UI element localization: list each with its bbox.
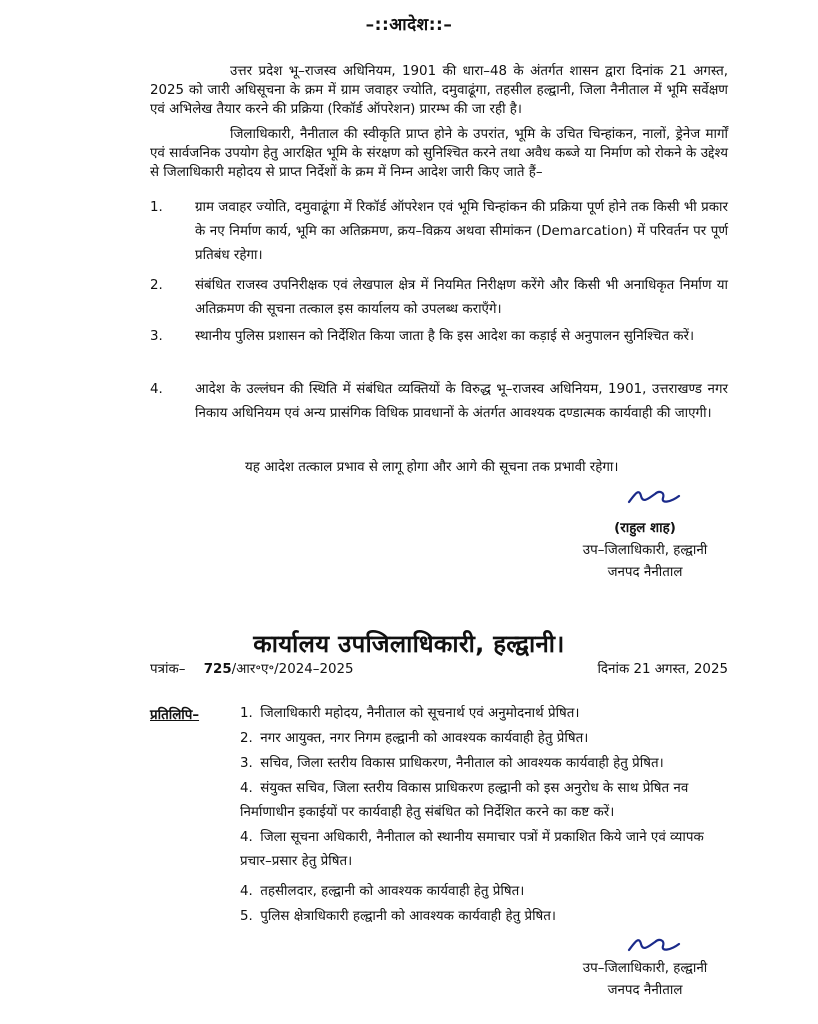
office-heading: कार्यालय उपजिलाधिकारी, हल्द्वानी। xyxy=(253,630,565,658)
order-text: स्थानीय पुलिस प्रशासन को निर्देशित किया जाता है कि इस आदेश का कड़ाई से अनुपालन सुनिश्चित करें। xyxy=(195,329,695,344)
order-number: 2. xyxy=(150,278,163,293)
reference-suffix: /आर॰ए॰/2024–2025 xyxy=(231,662,354,677)
closing-statement: यह आदेश तत्काल प्रभाव से लागू होगा और आगे की सूचना तक प्रभावी रहेगा। xyxy=(245,460,619,475)
intro-paragraph: उत्तर प्रदेश भू–राजस्व अधिनियम, 1901 की धारा–48 के अंतर्गत शासन द्वारा दिनांक 21 अगस्त, 2025 को जारी अधिसूचना के क्रम में ग्राम जवाहर ज्योति, दमुवाढूंगा, तहसील हल्द्वानी, जिला नैनीताल में भूमि सर्वेक्षण एवं अभिलेख तैयार करने की प्रक्रिया (रिकॉर्ड ऑपरेशन) प्रारम्भ की जा रही है। xyxy=(150,64,728,118)
copy-to-label: प्रतिलिपि– xyxy=(150,708,200,723)
copy-item: 2. नगर आयुक्त, नगर निगम हल्द्वानी को आवश्यक कार्यवाही हेतु प्रेषित। xyxy=(240,731,589,746)
copy-item: 4. जिला सूचना अधिकारी, नैनीताल को स्थानीय समाचार पत्रों में प्रकाशित किये जाने एवं व्यापक प्रचार–प्रसार हेतु प्रेषित। xyxy=(240,830,704,869)
order-text: आदेश के उल्लंघन की स्थिति में संबंधित व्यक्तियों के विरुद्ध भू–राजस्व अधिनियम, 1901, उत्तराखण्ड नगर निकाय अधिनियम एवं अन्य प्रासंगिक विधिक प्रावधानों के अंतर्गत आवश्यक दण्डात्मक कार्यवाही की जाएगी। xyxy=(195,382,728,421)
signatory-district: जनपद नैनीताल xyxy=(607,565,683,580)
signature-block xyxy=(560,518,730,584)
signatory-designation: उप–जिलाधिकारी, हल्द्वानी xyxy=(582,961,708,976)
order-number: 3. xyxy=(150,329,163,344)
reference-label: पत्रांक– xyxy=(150,662,186,677)
order-title: –::आदेश::– xyxy=(365,15,453,35)
copy-item: 4. संयुक्त सचिव, जिला स्तरीय विकास प्राधिकरण हल्द्वानी को इस अनुरोध के साथ प्रेषित नव निर्माणाधीन इकाईयों पर कार्यवाही हेतु संबंधित को निर्देशित करने का कष्ट करें। xyxy=(240,781,689,820)
signatory-name: (राहुल शाह) xyxy=(614,521,676,536)
copy-item: 1. जिलाधिकारी महोदय, नैनीताल को सूचनार्थ एवं अनुमोदनार्थ प्रेषित। xyxy=(240,706,580,721)
copy-item: 3. सचिव, जिला स्तरीय विकास प्राधिकरण, नैनीताल को आवश्यक कार्यवाही हेतु प्रेषित। xyxy=(240,756,664,771)
reference-row xyxy=(150,660,728,680)
copy-item: 4. तहसीलदार, हल्द्वानी को आवश्यक कार्यवाही हेतु प्रेषित। xyxy=(240,884,525,899)
order-text: ग्राम जवाहर ज्योति, दमुवाढूंगा में रिकॉर्ड ऑपरेशन एवं भूमि चिन्हांकन की प्रक्रिया पूर्ण होने तक किसी भी प्रकार के नए निर्माण कार्य, भूमि का अतिक्रमण, क्रय–विक्रय अथवा सीमांकन (Demarcation) में परिवर्तन पर पूर्ण प्रतिबंध रहेगा। xyxy=(195,200,728,263)
signature-block xyxy=(560,958,730,1002)
order-number: 1. xyxy=(150,200,163,215)
signatory-designation: उप–जिलाधिकारी, हल्द्वानी xyxy=(582,543,708,558)
copy-item: 5. पुलिस क्षेत्राधिकारी हल्द्वानी को आवश्यक कार्यवाही हेतु प्रेषित। xyxy=(240,909,556,924)
order-text: संबंधित राजस्व उपनिरीक्षक एवं लेखपाल क्षेत्र में नियमित निरीक्षण करेंगे और किसी भी अनाधिकृत निर्माण या अतिक्रमण की सूचना तत्काल इस कार्यालय को उपलब्ध कराएँगे। xyxy=(195,278,728,317)
reference-number: 725 xyxy=(203,662,232,677)
signatory-district: जनपद नैनीताल xyxy=(607,983,683,998)
reference-date: दिनांक 21 अगस्त, 2025 xyxy=(597,662,728,677)
handwritten-signature xyxy=(625,932,685,956)
order-number: 4. xyxy=(150,382,163,397)
handwritten-signature xyxy=(625,484,685,508)
directive-paragraph: जिलाधिकारी, नैनीताल की स्वीकृति प्राप्त होने के उपरांत, भूमि के उचित चिन्हांकन, नालों, ड्रेनेज मार्गों एवं सार्वजनिक उपयोग हेतु आरक्षित भूमि के संरक्षण को सुनिश्चित करने तथा अवैध कब्जे या निर्माण को रोकने के उद्देश्य से जिलाधिकारी महोदय से प्राप्त निर्देशों के क्रम में निम्न आदेश जारी किए जाते हैं– xyxy=(150,127,728,181)
